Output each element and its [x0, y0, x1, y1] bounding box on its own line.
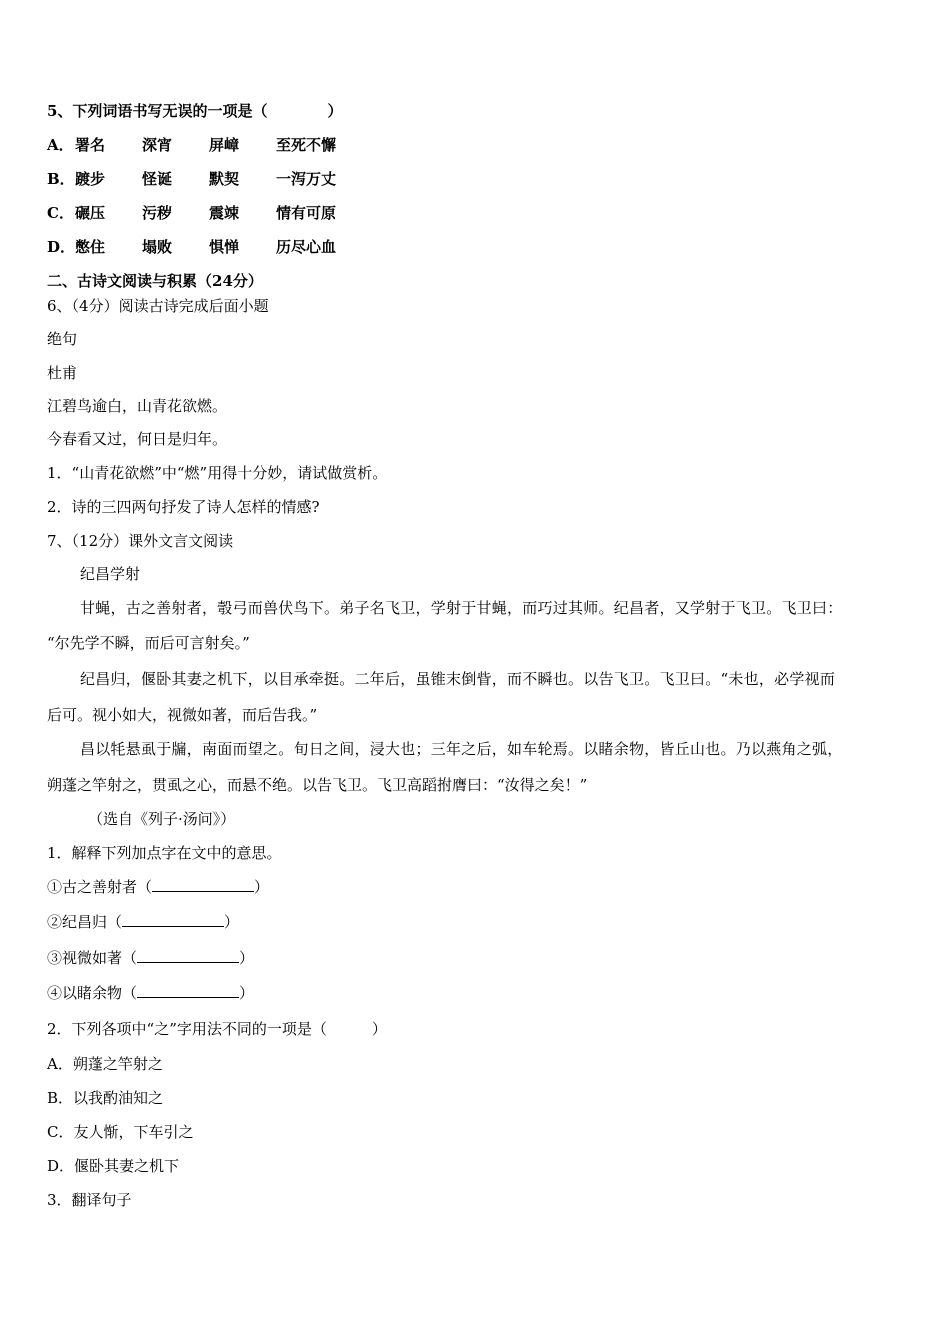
option-word: 踱步 — [75, 170, 106, 188]
option-word: 憋住 — [75, 238, 106, 256]
option-word: 一泻万丈 — [276, 170, 337, 188]
passage-title: 纪昌学射 — [80, 565, 141, 583]
answer-blank[interactable] — [137, 948, 239, 963]
option-word: 默契 — [209, 170, 240, 188]
option-word: 震竦 — [209, 204, 240, 222]
blank-close: ） — [239, 949, 255, 967]
blank-close: ） — [224, 913, 240, 931]
blank-item-2 — [47, 911, 239, 933]
option-word: 情有可原 — [276, 204, 337, 222]
option-word: 深宵 — [142, 136, 173, 154]
q6-stem: 6、（4分）阅读古诗完成后面小题 — [47, 297, 269, 315]
q7-sub2-option-b: B．以我酌油知之 — [47, 1089, 164, 1107]
poem-line: 江碧鸟逾白，山青花欲燃。 — [47, 397, 228, 415]
option-word: 屏嶂 — [209, 136, 240, 154]
q7-stem: 7、（12分）课外文言文阅读 — [47, 532, 234, 550]
option-label: A． — [47, 136, 74, 154]
option-word: 碾压 — [75, 204, 106, 222]
q7-subquestion-1: 1．解释下列加点字在文中的意思。 — [47, 844, 282, 862]
poem-title: 绝句 — [47, 330, 78, 348]
option-word: 历尽心血 — [276, 238, 337, 256]
passage-paragraph-2-line-2: 后可。视小如大，视微如著，而后告我。” — [47, 706, 318, 724]
blank-item-1 — [47, 876, 269, 898]
answer-blank[interactable] — [122, 912, 224, 927]
q7-sub2-option-a: A．朔蓬之竿射之 — [47, 1055, 163, 1073]
answer-blank[interactable] — [152, 877, 254, 892]
q7-subquestion-2: 2．下列各项中“之”字用法不同的一项是（ ） — [47, 1020, 387, 1038]
q7-subquestion-3: 3．翻译句子 — [47, 1191, 132, 1209]
passage-paragraph-3-line-1: 昌以牦悬虱于牖，南面而望之。旬日之间，浸大也；三年之后，如车轮焉。以睹余物，皆丘山也。乃以燕角之弧， — [80, 740, 843, 758]
section-heading: 二、古诗文阅读与积累（24分） — [47, 272, 263, 290]
blank-prompt: ①古之善射者（ — [47, 878, 153, 896]
answer-blank[interactable] — [137, 983, 239, 998]
q7-sub2-option-c: C．友人惭，下车引之 — [47, 1123, 194, 1141]
q7-sub2-option-d: D．偃卧其妻之机下 — [47, 1157, 180, 1175]
passage-source: （选自《列子·汤问》） — [88, 810, 236, 828]
passage-paragraph-3-line-2: 朔蓬之竿射之，贯虱之心，而悬不绝。以告飞卫。飞卫高蹈拊膺曰：“汝得之矣！” — [47, 776, 588, 794]
option-word: 污秽 — [142, 204, 173, 222]
option-word: 署名 — [75, 136, 106, 154]
blank-close: ） — [254, 878, 270, 896]
passage-paragraph-1-line-1: 甘蝇，古之善射者，彀弓而兽伏鸟下。弟子名飞卫，学射于甘蝇，而巧过其师。纪昌者，又学射于飞卫。飞卫曰： — [80, 599, 843, 617]
option-word: 至死不懈 — [276, 136, 337, 154]
blank-prompt: ④以睹余物（ — [47, 984, 138, 1002]
q6-subquestion-2: 2．诗的三四两句抒发了诗人怎样的情感? — [47, 498, 320, 516]
passage-paragraph-2-line-1: 纪昌归，偃卧其妻之机下，以目承牵挺。二年后，虽锥末倒眥，而不瞬也。以告飞卫。飞卫曰。“未也，必学视而 — [80, 670, 836, 688]
passage-paragraph-1-line-2: “尔先学不瞬，而后可言射矣。” — [47, 634, 250, 652]
blank-close: ） — [239, 984, 255, 1002]
option-word: 塌败 — [142, 238, 173, 256]
blank-prompt: ③视微如著（ — [47, 949, 138, 967]
poem-author: 杜甫 — [47, 364, 78, 382]
option-label: B． — [47, 170, 75, 188]
q5-stem: 5、下列词语书写无误的一项是（ ） — [47, 102, 343, 120]
poem-line: 今春看又过，何日是归年。 — [47, 430, 228, 448]
option-label: D． — [47, 238, 76, 256]
option-label: C． — [47, 204, 74, 222]
option-word: 惧惮 — [209, 238, 240, 256]
blank-prompt: ②纪昌归（ — [47, 913, 123, 931]
blank-item-3 — [47, 947, 254, 969]
blank-item-4 — [47, 982, 254, 1004]
option-word: 怪诞 — [142, 170, 173, 188]
q6-subquestion-1: 1．“山青花欲燃”中“燃”用得十分妙，请试做赏析。 — [47, 464, 388, 482]
